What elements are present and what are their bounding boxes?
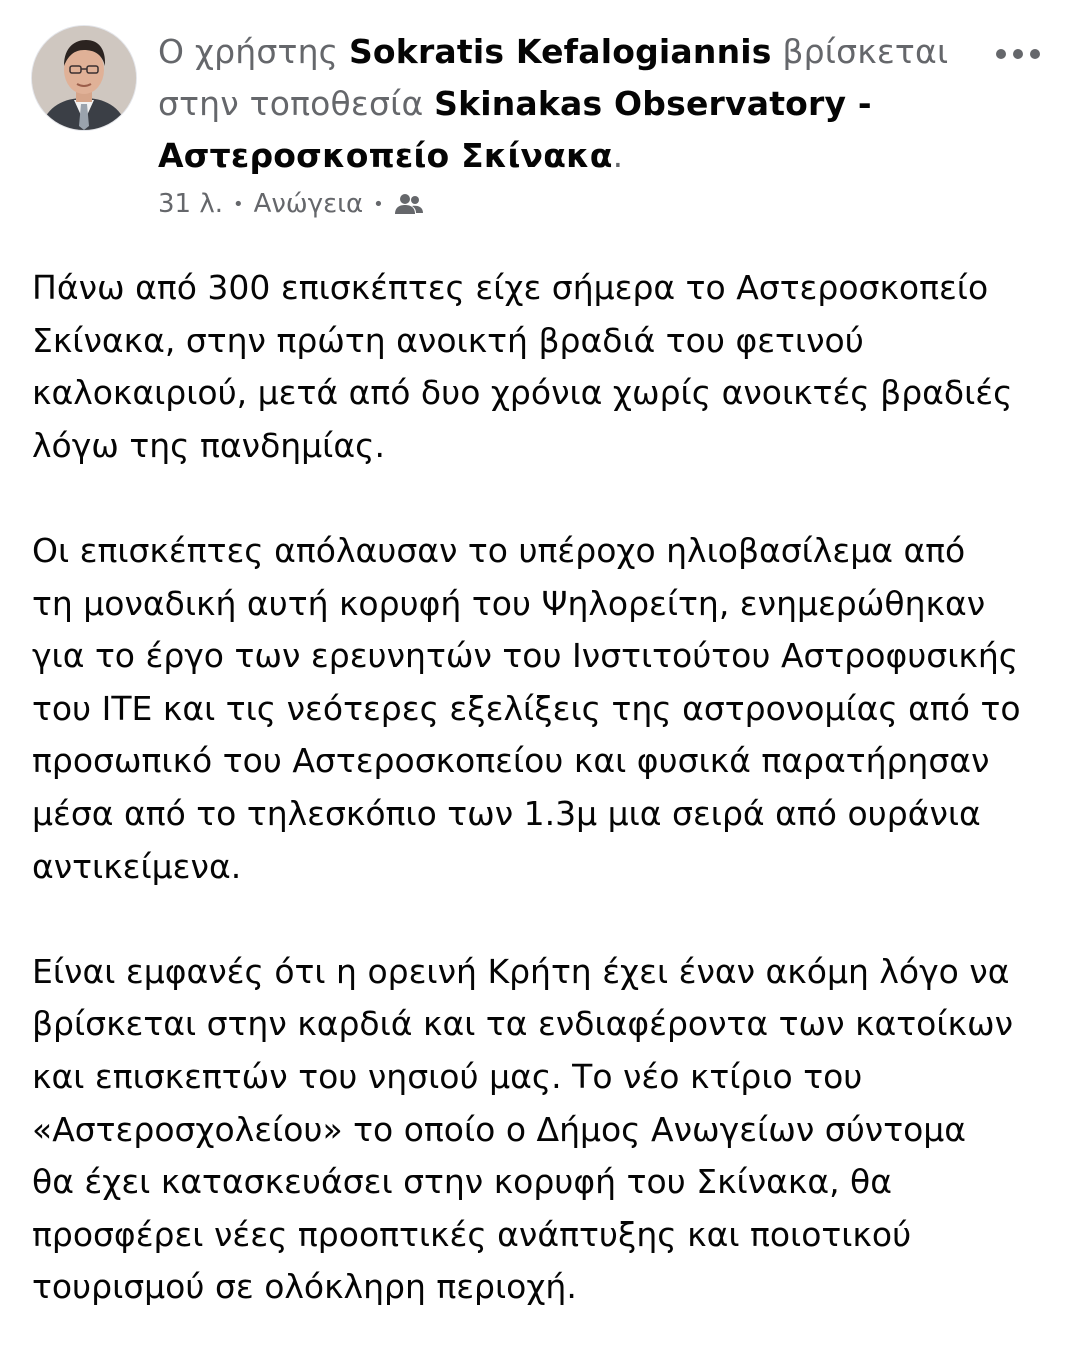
post-text-line: «Αστεροσχολείου» το οποίο ο Δήμος Ανωγείων σύντομα	[32, 1109, 967, 1149]
post-timestamp[interactable]: 31 λ.	[158, 189, 223, 219]
avatar-photo	[32, 26, 136, 130]
post-text-line: και επισκεπτών του νησιού μας. Το νέο κτίριο του	[32, 1056, 863, 1096]
post-text-line: για το έργο των ερευνητών του Ινστιτούτου Αστροφυσικής	[32, 636, 1019, 676]
post-meta	[158, 184, 424, 224]
post-paragraph-3	[32, 946, 1052, 1314]
friends-icon	[394, 192, 424, 216]
post-text-line: τη μοναδική αυτή κορυφή του Ψηλορείτη, ενημερώθηκαν	[32, 583, 986, 623]
actor-name-link[interactable]: Sokratis Kefalogiannis	[348, 32, 772, 71]
post-text-line: θα έχει κατασκευάσει στην κορυφή του Σκίνακα, θα	[32, 1162, 892, 1202]
post-body	[32, 262, 1052, 1366]
more-options-button[interactable]	[988, 34, 1048, 74]
post-text-line: προσωπικό του Αστεροσκοπείου και φυσικά παρατήρησαν	[32, 741, 990, 781]
location-connector-1: βρίσκεται	[782, 32, 949, 71]
meta-separator: •	[373, 193, 384, 215]
post-text-line: Πάνω από 300 επισκέπτες είχε σήμερα το Αστεροσκοπείο	[32, 268, 989, 307]
avatar[interactable]	[32, 26, 136, 130]
post-text-line: μέσα από το τηλεσκόπιο των 1.3μ μια σειρά από ουράνια	[32, 793, 981, 833]
post-header	[32, 24, 1048, 224]
post-text-line: του ΙΤΕ και τις νεότερες εξελίξεις της αστρονομίας από το	[32, 688, 1021, 728]
post-text-line: Οι επισκέπτες απόλαυσαν το υπέροχο ηλιοβασίλεμα από	[32, 530, 966, 570]
location-connector-2: στην τοποθεσία	[158, 84, 424, 123]
post-actor-line	[158, 26, 958, 182]
post-text-line: λόγω της πανδημίας.	[32, 425, 385, 465]
post-paragraph-1	[32, 262, 1052, 472]
location-link[interactable]: Skinakas Observatory - Αστεροσκοπείο Σκίνακα	[158, 84, 872, 175]
post-paragraph-2	[32, 525, 1052, 893]
location-suffix: .	[612, 136, 624, 175]
post-place-link[interactable]: Ανώγεια	[253, 189, 364, 219]
post-text-line: τουρισμού σε ολόκληρη περιοχή.	[32, 1267, 577, 1307]
post-text-line: αντικείμενα.	[32, 846, 242, 886]
more-horizontal-icon	[995, 45, 1041, 64]
post-text-line: καλοκαιριού, μετά από δυο χρόνια χωρίς ανοικτές βραδιές	[32, 373, 1013, 413]
post-text-line: προσφέρει νέες προοπτικές ανάπτυξης και ποιοτικού	[32, 1214, 912, 1254]
meta-separator: •	[233, 193, 244, 215]
post-text-line: Σκίνακα, στην πρώτη ανοικτή βραδιά του φετινού	[32, 320, 864, 360]
post-text-line: βρίσκεται στην καρδιά και τα ενδιαφέροντα των κατοίκων	[32, 1004, 1014, 1044]
post-text-line: Είναι εμφανές ότι η ορεινή Κρήτη έχει έναν ακόμη λόγο να	[32, 951, 1010, 991]
actor-prefix: Ο χρήστης	[158, 32, 339, 71]
